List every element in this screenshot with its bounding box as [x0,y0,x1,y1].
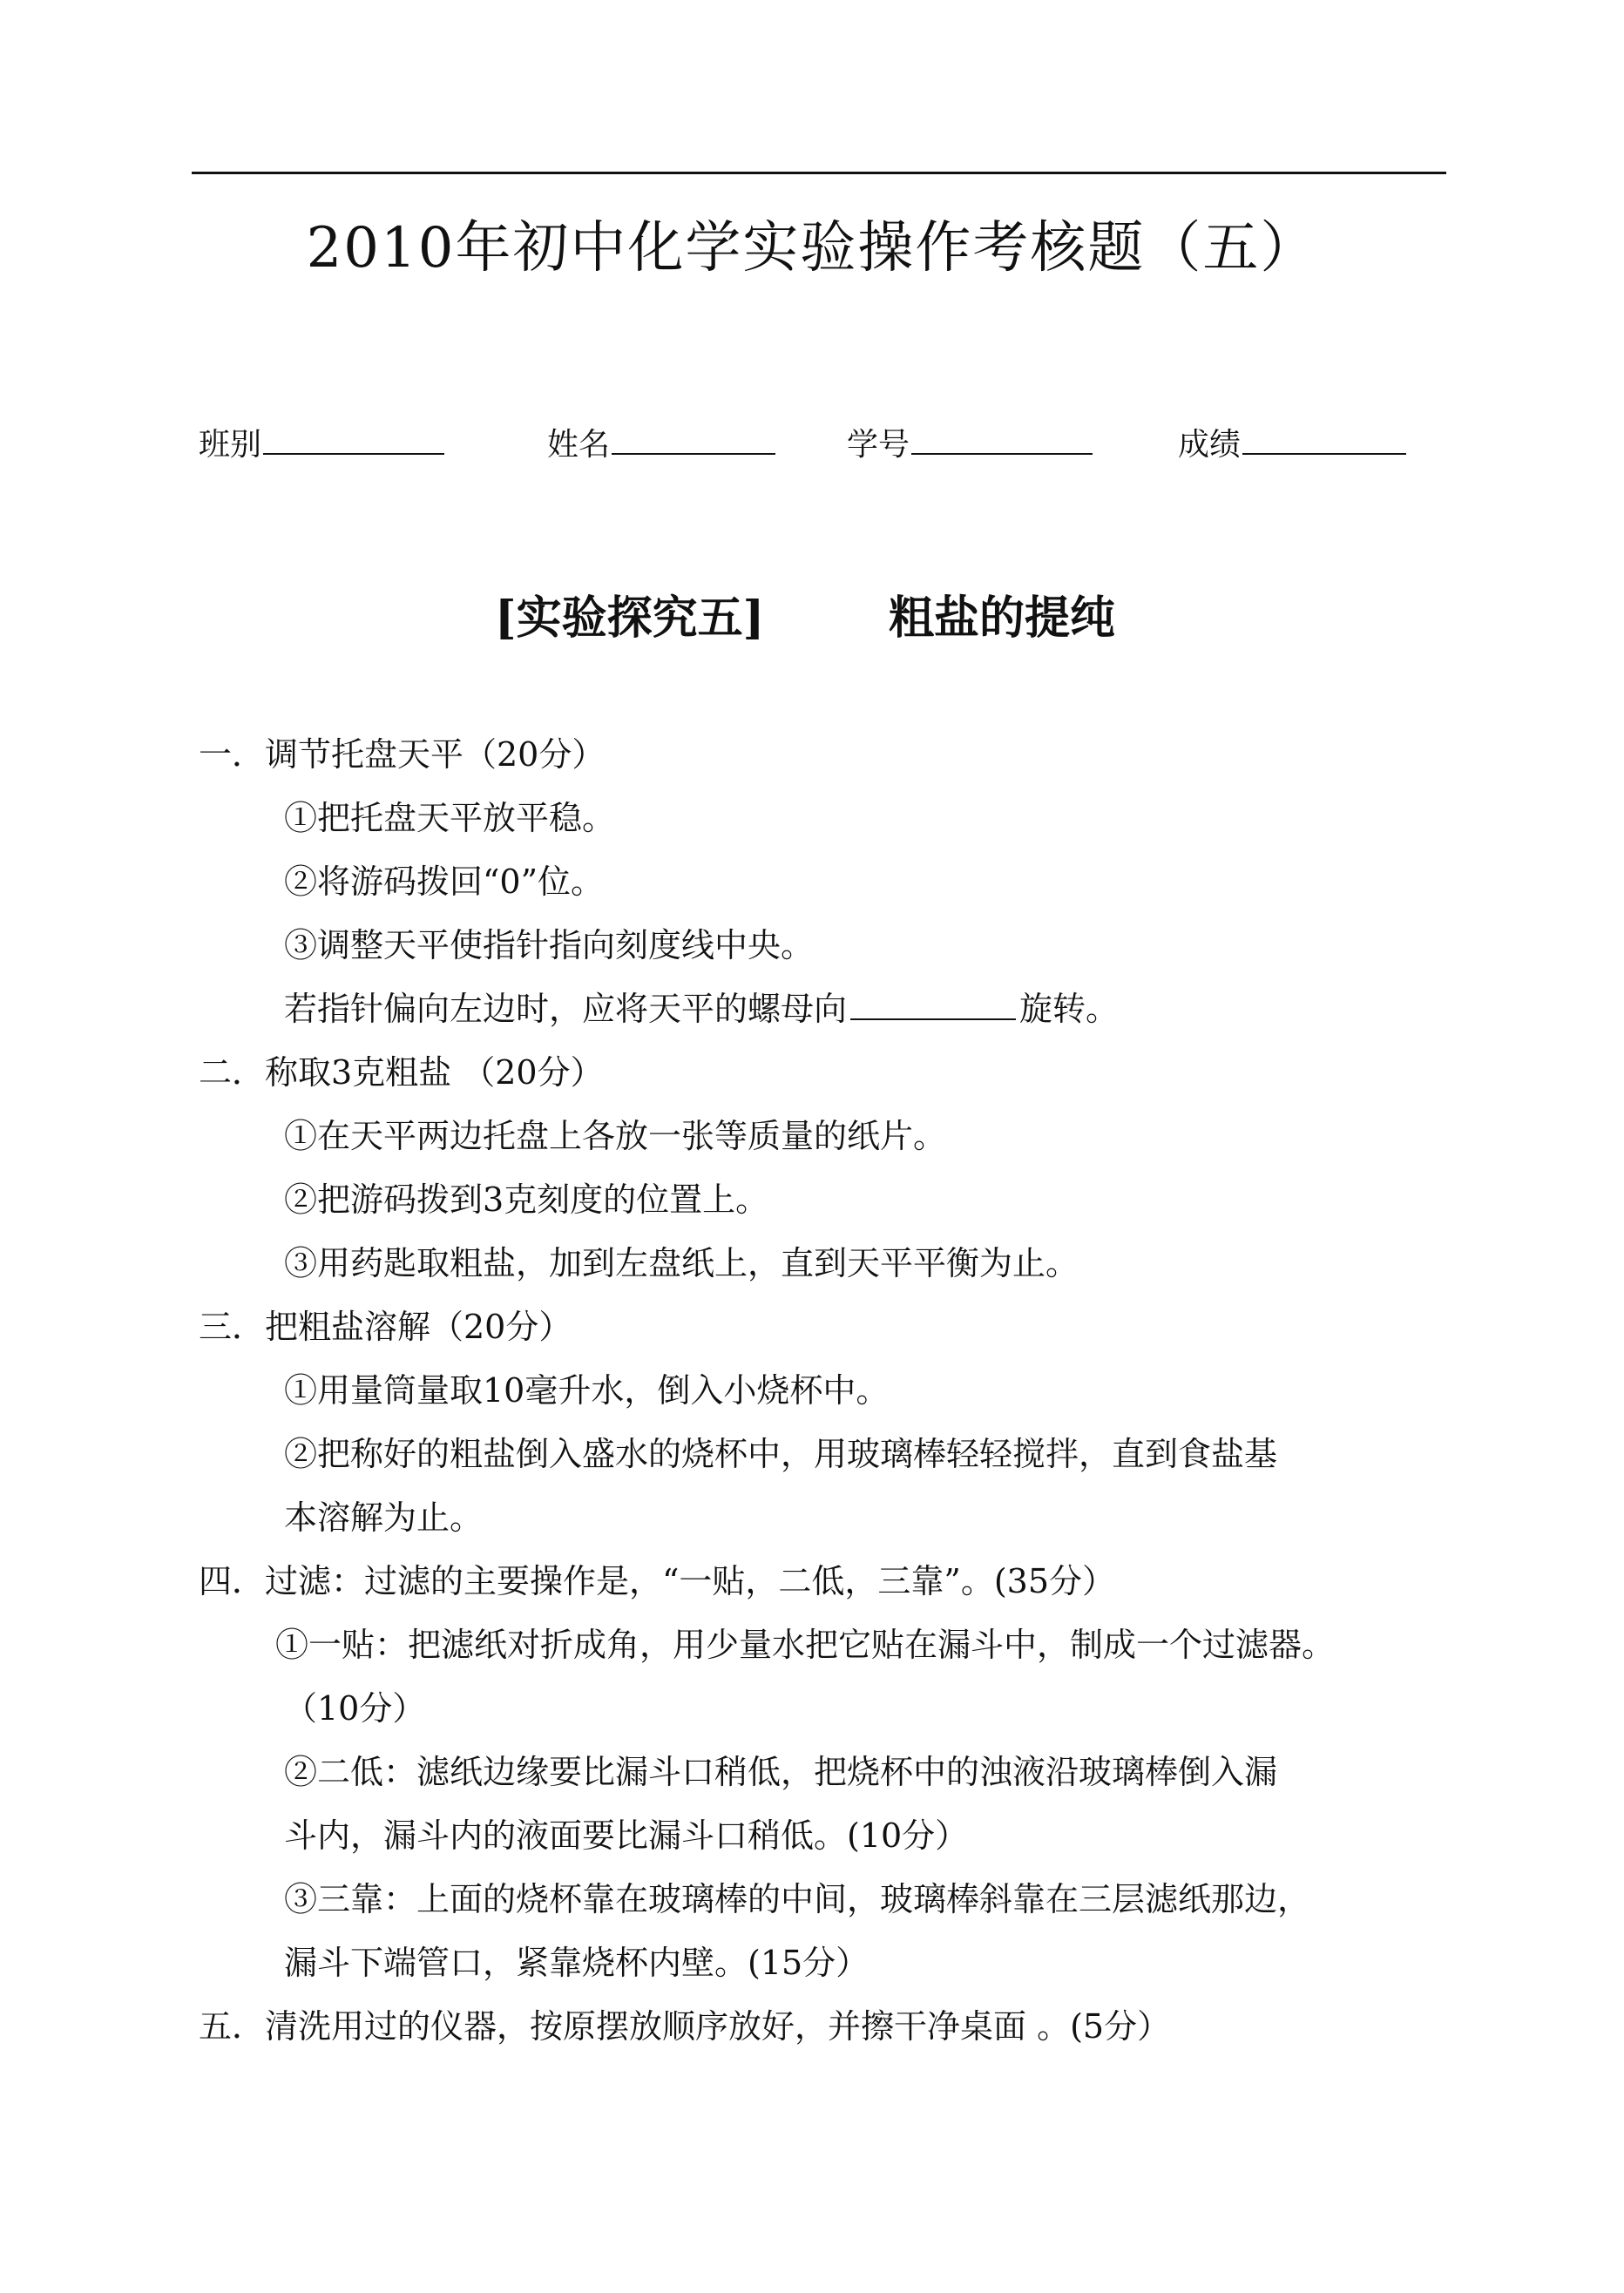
section-heading: 二．称取3克粗盐 （20分） [199,1053,604,1092]
step-line-cont: 漏斗下端管口，紧靠烧杯内壁。(15分） [284,1944,870,1982]
class-label: 班别 [199,427,262,463]
step-line: ②把称好的粗盐倒入盛水的烧杯中，用玻璃棒轻轻搅拌，直到食盐基 [284,1435,1278,1473]
class-blank [263,418,444,455]
experiment-tag: [实验探究五] [495,592,765,645]
step-line: ②将游码拨回“0”位。 [284,862,605,901]
step-line-cont: 本溶解为止。 [284,1498,484,1537]
step-line-cont: （10分） [284,1689,426,1728]
score-field [1178,418,1406,471]
section-heading: 三．把粗盐溶解（20分） [199,1308,572,1346]
answer-blank [850,984,1016,1020]
experiment-topic: 粗盐的提纯 [889,592,1116,645]
instructions [199,723,1453,2059]
id-blank [911,418,1093,455]
name-label: 姓名 [547,427,611,463]
question-line [199,977,1453,1041]
step-line-cont: 斗内，漏斗内的液面要比漏斗口稍低。(10分） [284,1816,969,1855]
section-heading: 五．清洗用过的仪器，按原摆放顺序放好，并擦干净桌面 。(5分） [199,2007,1171,2046]
name-blank [612,418,775,455]
step-line: ①在天平两边托盘上各放一张等质量的纸片。 [284,1117,947,1155]
page-title: 2010年初中化学实验操作考核题（五） [306,216,1318,281]
section-heading: 四．过滤：过滤的主要操作是，“一贴，二低，三靠”。(35分） [199,1562,1116,1600]
score-blank [1242,418,1406,455]
step-line: ③调整天平使指针指向刻度线中央。 [284,926,815,964]
step-line: ①用量筒量取10毫升水，倒入小烧杯中。 [284,1371,890,1410]
section-heading: 一．调节托盘天平（20分） [199,735,606,774]
name-field [547,418,775,471]
top-rule [192,172,1446,174]
step-line: ①把托盘天平放平稳。 [284,799,616,837]
class-field [199,418,444,471]
step-line: ③三靠：上面的烧杯靠在玻璃棒的中间，玻璃棒斜靠在三层滤纸那边， [284,1880,1311,1918]
id-field [847,418,1093,471]
step-line: ①一贴：把滤纸对折成角，用少量水把它贴在漏斗中，制成一个过滤器。 [275,1626,1336,1664]
step-line: ②把游码拨到3克刻度的位置上。 [284,1180,769,1219]
id-label: 学号 [847,427,910,463]
score-label: 成绩 [1178,427,1242,463]
step-line: ③用药匙取粗盐，加到左盘纸上，直到天平平衡为止。 [284,1244,1079,1282]
step-line: ②二低：滤纸边缘要比漏斗口稍低，把烧杯中的浊液沿玻璃棒倒入漏 [284,1753,1278,1791]
question-text: 若指针偏向左边时，应将天平的螺母向 [284,990,848,1028]
question-suffix: 旋转。 [1019,990,1120,1028]
